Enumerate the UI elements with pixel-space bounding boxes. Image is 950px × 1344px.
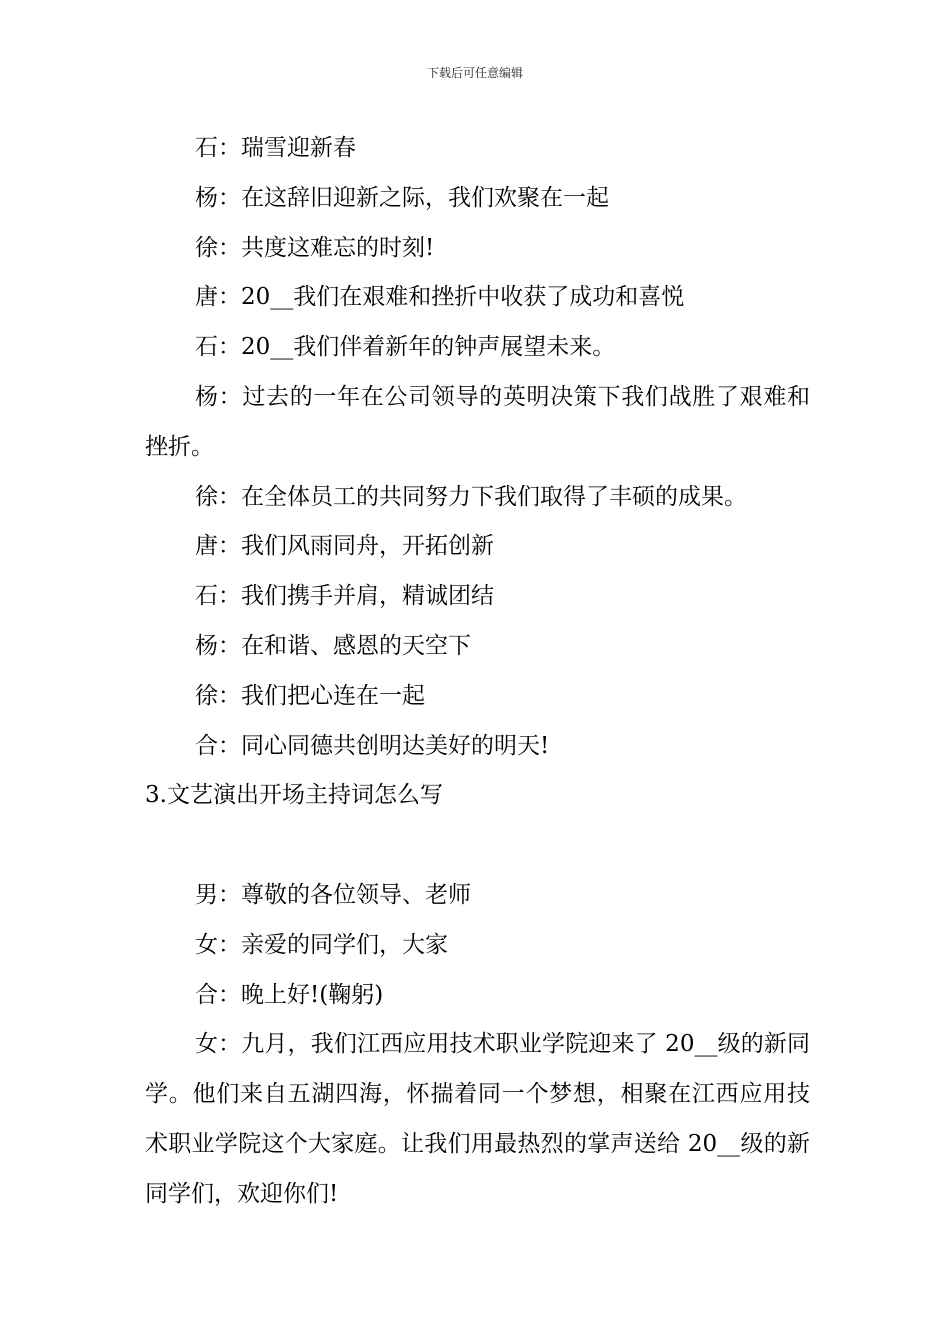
blank-line (145, 821, 810, 871)
dialogue-line: 徐：我们把心连在一起 (195, 682, 425, 709)
dialogue-line: 唐：20__我们在艰难和挫折中收获了成功和喜悦 (195, 284, 685, 311)
dialogue-line: 合：同心同德共创明达美好的明天! (195, 732, 550, 759)
section-heading: 3.文艺演出开场主持词怎么写 (145, 782, 443, 809)
dialogue-line: 杨：在这辞旧迎新之际，我们欢聚在一起 (195, 184, 609, 211)
dialogue-line: 石：瑞雪迎新春 (195, 135, 356, 161)
dialogue-line: 杨：在和谐、感恩的天空下 (195, 632, 471, 659)
dialogue-line: 男：尊敬的各位领导、老师 (195, 881, 471, 908)
dialogue-line: 杨：过去的一年在公司领导的英明决策下我们战胜了艰难和挫折。 (145, 383, 810, 460)
page-header: 下载后可任意编辑 (426, 66, 523, 80)
document-body (145, 124, 810, 1220)
dialogue-line: 徐：共度这难忘的时刻! (195, 234, 435, 261)
dialogue-line: 唐：我们风雨同舟，开拓创新 (195, 533, 494, 560)
dialogue-line: 徐：在全体员工的共同努力下我们取得了丰硕的成果。 (195, 483, 747, 510)
dialogue-line: 女：亲爱的同学们，大家 (195, 931, 448, 958)
dialogue-line: 女：九月，我们江西应用技术职业学院迎来了 20__级的新同学。他们来自五湖四海，怀揣着同一个梦想，相聚在江西应用技术职业学院这个大家庭。让我们用最热烈的掌声送给 20__级的新同学们，欢迎你们! (145, 1031, 810, 1207)
dialogue-line: 合：晚上好!(鞠躬) (195, 981, 384, 1008)
dialogue-line: 石：20__我们伴着新年的钟声展望未来。 (195, 334, 616, 361)
dialogue-line: 石：我们携手并肩，精诚团结 (195, 583, 494, 610)
